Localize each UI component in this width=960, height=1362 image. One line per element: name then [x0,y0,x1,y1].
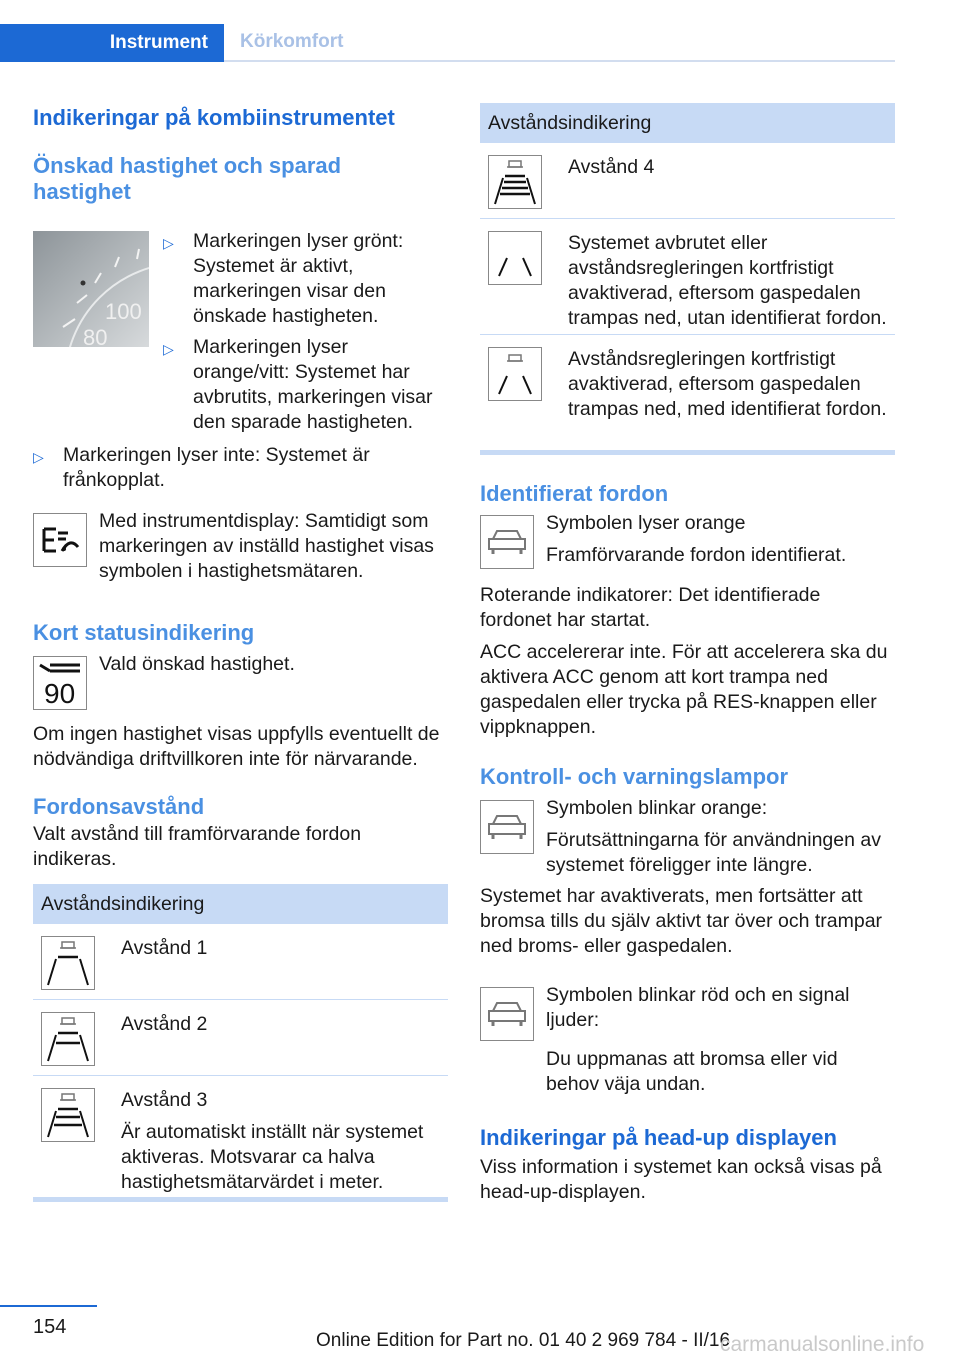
red-line1: Symbolen blinkar röd och en signal ljuder: [546,984,850,1031]
section-heading: Indikeringar på kombiinstrumentet [33,105,395,130]
kort-block [33,652,448,710]
row-line: Systemet avbrutet eller avståndsregleringen kortfristigt avaktiverad, eftersom gaspedalen trampas ned, utan identifierat fordon. [568,232,887,329]
heading-identifierat-fordon: Identifierat fordon [480,481,669,506]
table-end-rule [480,451,895,455]
gauge-block [33,229,448,435]
roterande-paragraph: Roterande indikatorer: Det identifierade fordonet har startat. [480,584,821,631]
distance-2-icon [41,1012,95,1066]
table-row [480,335,895,451]
gauge-label-100: 100 [105,299,142,324]
page-number: 154 [33,1316,67,1338]
edition-text: Online Edition for Part no. 01 40 2 969 784 - II/16 [316,1330,731,1351]
acc-speed-icon [33,513,87,567]
watermark: carmanualsonline.info [720,1333,925,1356]
red-line2: Du uppmanas att bromsa eller vid behov väja undan. [546,1048,838,1095]
heading-hud: Indikeringar på head-up displayen [480,1125,837,1150]
kontroll-line2: Förutsättningarna för användningen av systemet föreligger inte längre. [546,829,881,876]
bullet-item: ▷ Markeringen lyser grönt: Systemet är aktivt, markeringen visar den önskade hastigheten. [163,230,404,327]
acc-paragraph: ACC accelererar inte. För att accelerera ska du aktivera ACC genom att kort trampa ned gaspedalen eller trycka på RES-knappen eller vippknappen. [480,641,888,738]
instrument-display-text: Med instrumentdisplay: Samtidigt som markeringen av inställd hastighet visas symbolen i hastighetsmätaren. [99,510,434,582]
row-line: Avstånd 3 [121,1089,208,1111]
bullet-triangle-icon: ▷ [33,449,44,465]
table-end-rule [33,1198,448,1202]
heading-kort-statusindikering: Kort statusindikering [33,620,255,645]
gauge-label-80: 80 [83,325,108,347]
fordon-text: Valt avstånd till framförvarande fordon indikeras. [33,823,362,870]
row-line: Avstånd 2 [121,1013,208,1035]
table-row [33,1076,448,1198]
distance-table-right [480,103,895,455]
distance-off-vehicle-icon [488,347,542,401]
vehicle-identified-icon [480,515,534,569]
table-row [33,924,448,1000]
kontroll-line1: Symbolen blinkar orange: [546,797,768,819]
kort-text: Vald önskad hastighet. [99,653,295,675]
distance-1-icon [41,936,95,990]
table-header: Avståndsindikering [480,103,895,143]
distance-3-icon [41,1088,95,1142]
identifierat-line1: Symbolen lyser orange [546,512,746,534]
tab-instrument[interactable]: Instrument [0,24,224,62]
footer-rule [0,1305,97,1307]
speedometer-image [33,231,149,347]
table-header: Avståndsindikering [33,884,448,924]
table-row [480,143,895,219]
hud-text: Viss information i systemet kan också visas på head-up-displayen. [480,1156,882,1203]
instrument-display-block [33,509,448,584]
right-column [480,103,895,1205]
identifierat-line2: Framförvarande fordon identifierat. [546,544,847,566]
table-row [480,219,895,335]
identifierat-block [480,511,895,569]
subheading-onskad-hastighet: Önskad hastighet och sparad hastighet [33,153,342,204]
bullet-item: ▷ Markeringen lyser orange/vitt: Systemet har avbrutits, markeringen visar den sparade hastigheten. [163,336,433,433]
row-line: Avståndsregleringen kortfristigt avaktiverad, eftersom gaspedalen trampas ned, med identifierat fordon. [568,348,887,420]
kontroll-block [480,796,895,878]
kontroll-paragraph: Systemet har avaktiverats, men fortsätter att bromsa tills du själv aktivt tar över och trampar ned broms- eller gaspedalen. [480,885,883,957]
red-warning-block [480,983,895,1041]
tab-korkomfort[interactable]: Körkomfort [224,24,895,62]
distance-4-icon [488,155,542,209]
row-line: Är automatiskt inställt när systemet aktiveras. Motsvarar ca halva hastighetsmätarvärdet i meter. [121,1121,424,1193]
kort-paragraph: Om ingen hastighet visas uppfylls eventuellt de nödvändiga driftvillkoren inte för närvarande. [33,723,440,770]
row-line: Avstånd 4 [568,156,655,178]
distance-off-icon [488,231,542,285]
speed-90-icon [33,656,87,710]
bullet-triangle-icon: ▷ [163,235,174,251]
distance-table-left [33,884,448,1202]
row-line: Avstånd 1 [121,937,208,959]
speed-90-number: 90 [44,678,76,709]
left-column [33,100,448,1202]
vehicle-warning-red-icon [480,987,534,1041]
vehicle-warning-orange-icon [480,800,534,854]
heading-fordonsavstand: Fordonsavstånd [33,794,205,819]
table-row [33,1000,448,1076]
bullet-triangle-icon: ▷ [163,341,174,357]
heading-kontroll-varningslampor: Kontroll- och varningslampor [480,764,789,789]
header-tabs [0,24,895,62]
bullet-item: ▷ Markeringen lyser inte: Systemet är frånkopplat. [33,444,370,491]
